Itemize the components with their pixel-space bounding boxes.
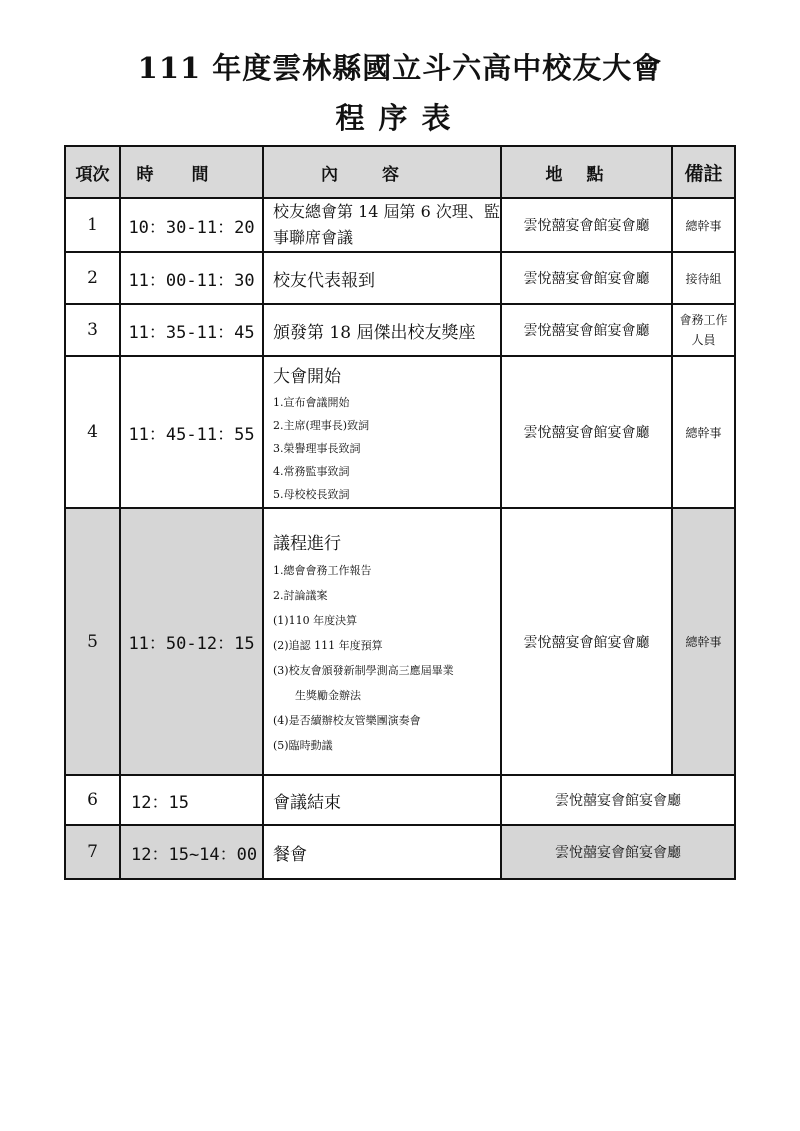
header-location: 地點 [501, 146, 672, 198]
list-item: 2.主席(理事長)致詞 [273, 419, 370, 432]
table-row [65, 508, 735, 775]
table-row [65, 775, 735, 825]
row-time: 11：45-11：55 [120, 356, 263, 508]
list-item: (5)臨時動議 [273, 739, 333, 752]
row-content-heading: 大會開始 [273, 367, 341, 387]
header-remark: 備註 [672, 146, 735, 198]
table-header-row [65, 146, 735, 198]
row-no: 3 [65, 304, 120, 356]
table-row [65, 198, 735, 252]
page-subtitle: 程序表 [335, 101, 465, 135]
row-content-text: 校友總會第 14 屆第 6 次理、監事聯席會議 [273, 202, 500, 247]
row-remark: 總幹事 [672, 356, 735, 508]
list-item: (2)追認 111 年度預算 [273, 639, 383, 652]
list-item: 3.榮譽理事長致詞 [273, 442, 361, 455]
row-remark-text: 會務工作人員 [679, 313, 728, 347]
row-time: 11：00-11：30 [120, 252, 263, 304]
list-item: (4)是否續辦校友管樂團演奏會 [273, 714, 421, 727]
row-remark: 接待組 [672, 252, 735, 304]
row-content [263, 356, 501, 508]
list-item: 5.母校校長致詞 [273, 488, 350, 501]
row-content-heading: 議程進行 [273, 534, 341, 554]
row-content [263, 198, 501, 252]
row-time: 11：35-11：45 [120, 304, 263, 356]
schedule-table [64, 145, 736, 880]
table-row [65, 252, 735, 304]
row-no: 7 [65, 825, 120, 879]
list-item: 1.宣布會議開始 [273, 396, 350, 409]
list-item: 4.常務監事致詞 [273, 465, 350, 478]
list-item: 1.總會會務工作報告 [273, 564, 372, 577]
header-time: 時間 [120, 146, 263, 198]
row-remark: 總幹事 [672, 508, 735, 775]
list-item: (1)110 年度決算 [273, 614, 358, 627]
row-location: 雲悅囍宴會館宴會廳 [501, 252, 672, 304]
header-no: 項次 [65, 146, 120, 198]
row-location: 雲悅囍宴會館宴會廳 [501, 356, 672, 508]
table-row [65, 356, 735, 508]
row-content: 頒發第 18 屆傑出校友獎座 [263, 304, 501, 356]
row-no: 1 [65, 198, 120, 252]
row-no: 5 [65, 508, 120, 775]
table-row [65, 304, 735, 356]
row-no: 2 [65, 252, 120, 304]
row-time: 12：15 [120, 775, 263, 825]
row-content: 校友代表報到 [263, 252, 501, 304]
page-title: 111 年度雲林縣國立斗六高中校友大會 [137, 51, 663, 85]
row-no: 4 [65, 356, 120, 508]
row-location: 雲悅囍宴會館宴會廳 [501, 775, 735, 825]
row-no: 6 [65, 775, 120, 825]
row-content: 餐會 [263, 825, 501, 879]
header-content: 內容 [263, 146, 501, 198]
row-location: 雲悅囍宴會館宴會廳 [501, 198, 672, 252]
row-location: 雲悅囍宴會館宴會廳 [501, 825, 735, 879]
row-content: 會議結束 [263, 775, 501, 825]
row-remark: 總幹事 [672, 198, 735, 252]
row-content [263, 508, 501, 775]
row-remark [672, 304, 735, 356]
table-row [65, 825, 735, 879]
list-item: (3)校友會頒發新制學測高三應屆畢業 [273, 664, 454, 677]
list-item: 2.討論議案 [273, 589, 328, 602]
row-time: 12：15~14：00 [120, 825, 263, 879]
list-item: 生獎勵金辦法 [295, 689, 361, 702]
row-location: 雲悅囍宴會館宴會廳 [501, 508, 672, 775]
row-location: 雲悅囍宴會館宴會廳 [501, 304, 672, 356]
row-time: 11：50-12：15 [120, 508, 263, 775]
row-time: 10：30-11：20 [120, 198, 263, 252]
